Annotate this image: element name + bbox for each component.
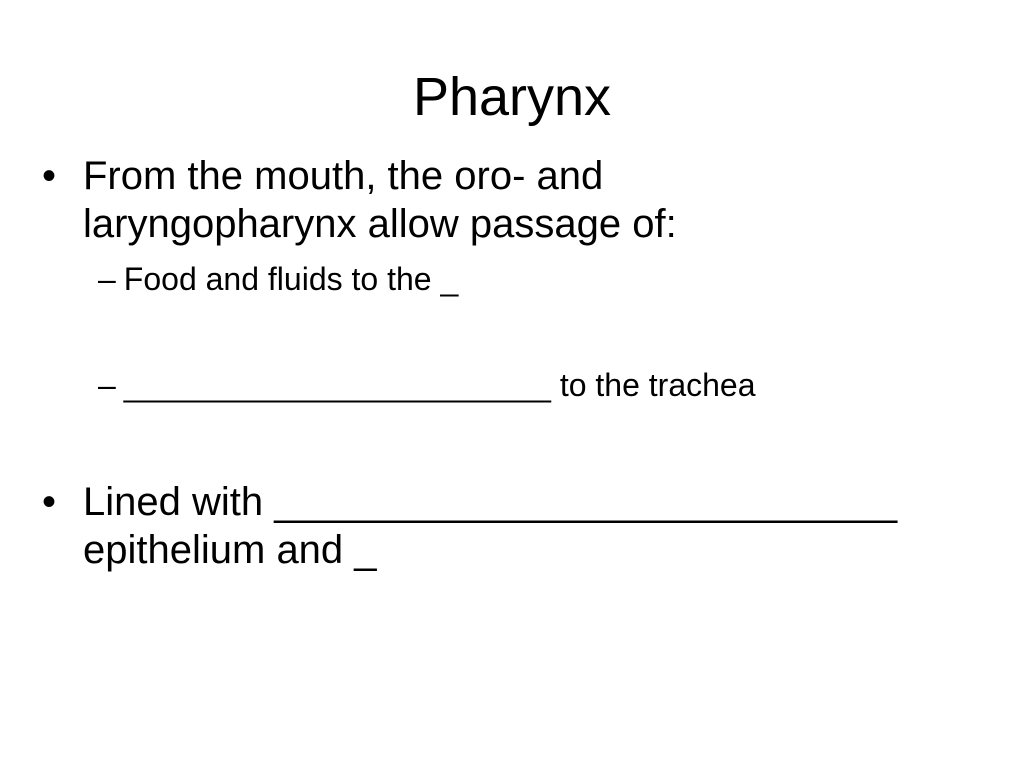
subitem-text: Food and fluids to the _ <box>123 261 459 297</box>
bullet-line-1: Lined with ____________________________ <box>83 480 898 524</box>
subitem-food-fluids <box>98 260 458 298</box>
dash-marker: – <box>98 367 116 403</box>
bullet-item-passage <box>42 152 677 248</box>
bullet-line-1: From the mouth, the oro- and <box>83 154 604 198</box>
slide-title: Pharynx <box>412 67 612 127</box>
bullet-line-2: laryngopharynx allow passage of: <box>83 202 677 246</box>
bullet-item-lining <box>42 478 897 574</box>
bullet-marker: • <box>42 480 57 524</box>
bullet-line-2: epithelium and _ <box>83 528 377 572</box>
bullet-marker: • <box>42 154 57 198</box>
subitem-trachea <box>98 366 756 404</box>
dash-marker: – <box>98 261 116 297</box>
bullet-text <box>83 152 677 248</box>
bullet-text <box>83 478 897 574</box>
subitem-text: ________________________ to the trachea <box>123 367 756 403</box>
